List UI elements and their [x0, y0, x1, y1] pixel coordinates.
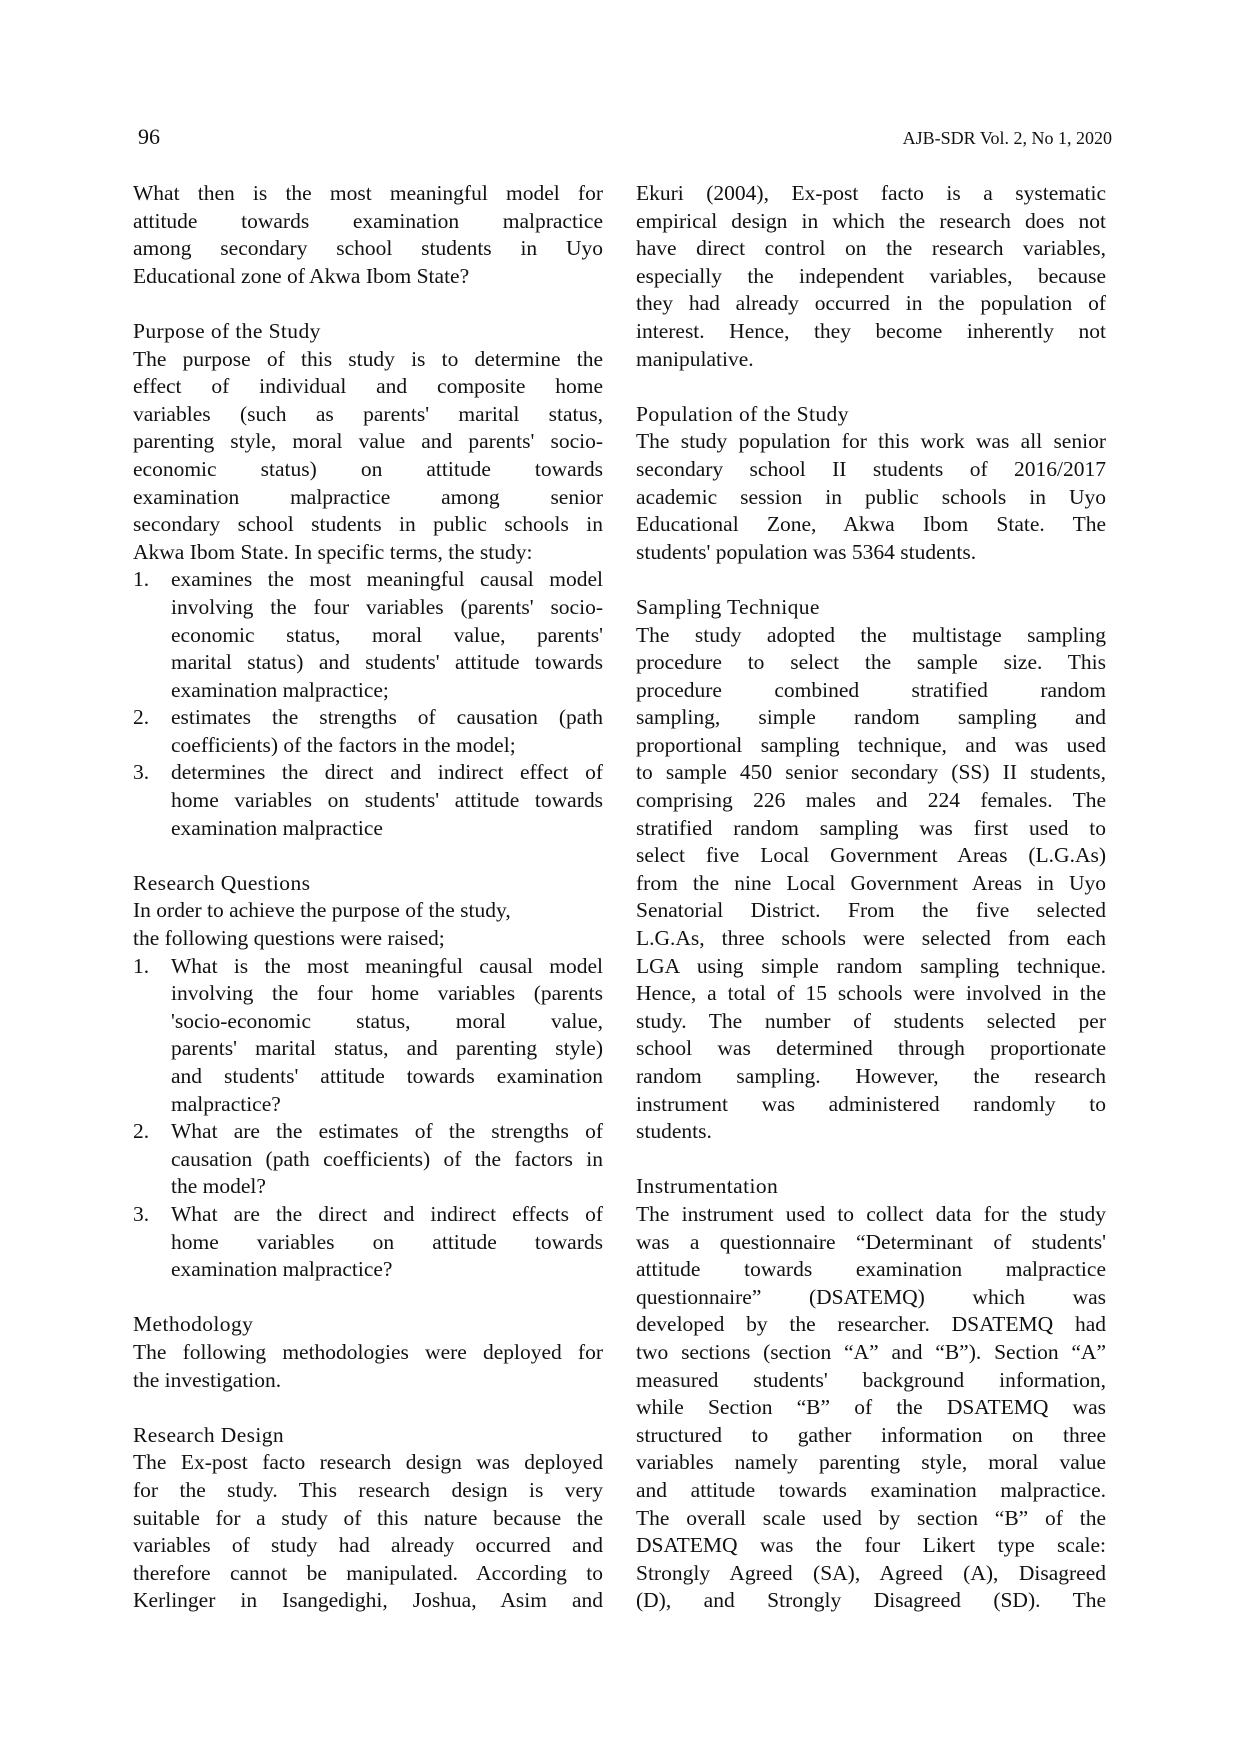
text-line: variables (such as parents' marital status, [133, 401, 603, 426]
list-item [133, 759, 603, 842]
text-line: interest. Hence, they become inherently not [636, 318, 1106, 343]
text-line: coefficients) of the factors in the model; [171, 732, 516, 757]
text-line: structured to gather information on three [636, 1422, 1106, 1447]
text-line: students' population was 5364 students. [636, 539, 977, 564]
text-line: (D), and Strongly Disagreed (SD). The [636, 1588, 1106, 1613]
section-heading: Instrumentation [636, 1174, 779, 1199]
text-line: suitable for a study of this nature because the [133, 1505, 603, 1530]
text-line: effect of individual and composite home [133, 374, 603, 399]
text-line: The overall scale used by section “B” of the [636, 1505, 1106, 1530]
spacer [636, 373, 1106, 401]
section-heading: Sampling Technique [636, 594, 820, 619]
spacer [133, 290, 603, 318]
text-line: What are the estimates of the strengths of [171, 1119, 603, 1144]
text-line: especially the independent variables, because [636, 263, 1106, 288]
text-line: The Ex-post facto research design was deployed [133, 1450, 603, 1475]
section-research-design [133, 1422, 603, 1615]
text-line: secondary school II students of 2016/2017 [636, 456, 1106, 481]
text-line: therefore cannot be manipulated. According to [133, 1560, 603, 1585]
intro-question [133, 180, 603, 290]
text-line: among secondary school students in Uyo [133, 236, 603, 261]
text-line: examination malpractice [171, 815, 383, 840]
list-number: 1. [133, 567, 150, 592]
text-line: two sections (section “A” and “B”). Section “A” [636, 1339, 1106, 1364]
text-line: while Section “B” of the DSATEMQ was [636, 1395, 1106, 1420]
text-line: In order to achieve the purpose of the study, [133, 898, 511, 923]
text-line: L.G.As, three schools were selected from each [636, 926, 1106, 951]
list-number: 1. [133, 953, 150, 978]
spacer [636, 566, 1106, 594]
text-line: students. [636, 1119, 712, 1144]
text-line: for the study. This research design is very [133, 1477, 603, 1502]
text-line: determines the direct and indirect effect of [171, 760, 603, 785]
text-line: study. The number of students selected per [636, 1008, 1106, 1033]
journal-citation: AJB-SDR Vol. 2, No 1, 2020 [902, 128, 1112, 148]
text-line: malpractice? [171, 1091, 281, 1116]
text-line: involving the four home variables (parents [171, 981, 603, 1006]
text-line: The study adopted the multistage sampling [636, 622, 1106, 647]
text-line: instrument was administered randomly to [636, 1091, 1106, 1116]
text-line: select five Local Government Areas (L.G.As) [636, 843, 1106, 868]
left-column [133, 180, 603, 1615]
text-line: Educational Zone, Akwa Ibom State. The [636, 512, 1106, 537]
section-heading: Methodology [133, 1312, 254, 1337]
section-heading: Purpose of the Study [133, 318, 321, 343]
list-number: 3. [133, 760, 150, 785]
list-item [133, 566, 603, 704]
text-line: examination malpractice among senior [133, 484, 603, 509]
page-number: 96 [138, 124, 160, 149]
text-line: random sampling. However, the research [636, 1064, 1106, 1088]
list-item [133, 704, 603, 759]
section-sampling [636, 594, 1106, 1146]
text-line: the model? [171, 1174, 266, 1199]
section-heading: Research Questions [133, 870, 311, 895]
section-instrumentation [636, 1173, 1106, 1615]
text-line: sampling, simple random sampling and [636, 705, 1106, 730]
text-line: school was determined through proportionate [636, 1036, 1106, 1061]
text-line: Hence, a total of 15 schools were involved in the [636, 981, 1106, 1006]
text-line: home variables on students' attitude towards [171, 788, 603, 813]
text-line: from the nine Local Government Areas in Uyo [636, 870, 1106, 895]
text-line: variables of study had already occurred and [133, 1533, 603, 1558]
spacer [133, 1284, 603, 1312]
text-line: secondary school students in public schools in [133, 512, 603, 537]
text-line: empirical design in which the research does not [636, 208, 1106, 233]
section-heading: Population of the Study [636, 401, 849, 426]
text-line: The study population for this work was all senior [636, 429, 1106, 454]
text-line: and students' attitude towards examination [171, 1064, 603, 1088]
list-item [133, 953, 603, 1119]
text-line: marital status) and students' attitude towards [171, 650, 603, 675]
text-line: The following methodologies were deployed for [133, 1339, 603, 1364]
right-column [636, 180, 1106, 1615]
section-population [636, 401, 1106, 567]
text-line: procedure combined stratified random [636, 677, 1106, 702]
section-methodology [133, 1311, 603, 1394]
text-line: parenting style, moral value and parents' socio- [133, 429, 603, 454]
text-line: Akwa Ibom State. In specific terms, the study: [133, 539, 533, 564]
text-line: examination malpractice; [171, 677, 389, 702]
spacer [133, 1394, 603, 1422]
text-line: stratified random sampling was first used to [636, 815, 1106, 840]
text-line: The instrument used to collect data for the study [636, 1201, 1106, 1226]
text-line: academic session in public schools in Uyo [636, 484, 1106, 509]
text-line: economic status) on attitude towards [133, 456, 603, 481]
list-number: 2. [133, 1119, 150, 1144]
text-line: to sample 450 senior secondary (SS) II students, [636, 760, 1106, 785]
text-line: home variables on attitude towards [171, 1229, 603, 1254]
text-line: Senatorial District. From the five selected [636, 898, 1106, 923]
text-line: the following questions were raised; [133, 926, 445, 951]
text-line: have direct control on the research variables, [636, 236, 1106, 261]
spacer [636, 1146, 1106, 1174]
text-line: they had already occurred in the population of [636, 291, 1106, 316]
text-line: developed by the researcher. DSATEMQ had [636, 1312, 1106, 1337]
text-line: causation (path coefficients) of the factors in [171, 1146, 603, 1171]
section-purpose [133, 318, 603, 842]
text-line: DSATEMQ was the four Likert type scale: [636, 1533, 1106, 1558]
text-line: What then is the most meaningful model for [133, 181, 603, 205]
text-line: the investigation. [133, 1367, 282, 1392]
text-line: involving the four variables (parents' socio- [171, 594, 603, 619]
text-line: variables namely parenting style, moral value [636, 1450, 1106, 1475]
text-line: attitude towards examination malpractice [636, 1257, 1106, 1282]
text-line: economic status, moral value, parents' [171, 622, 603, 647]
text-line: Strongly Agreed (SA), Agreed (A), Disagreed [636, 1560, 1106, 1585]
section-research-questions [133, 870, 603, 1284]
text-line: manipulative. [636, 346, 754, 371]
list-item [133, 1201, 603, 1284]
text-line: Educational zone of Akwa Ibom State? [133, 263, 470, 288]
text-line: 'socio-economic status, moral value, [171, 1008, 603, 1033]
text-line: What are the direct and indirect effects of [171, 1201, 603, 1226]
text-line: comprising 226 males and 224 females. The [636, 788, 1106, 813]
text-line: proportional sampling technique, and was used [636, 732, 1106, 757]
section-heading: Research Design [133, 1422, 285, 1447]
text-line: estimates the strengths of causation (path [171, 705, 603, 730]
text-line: examines the most meaningful causal model [171, 567, 603, 592]
spacer [133, 842, 603, 870]
text-line: parents' marital status, and parenting style) [171, 1036, 603, 1061]
text-line: The purpose of this study is to determine the [133, 346, 603, 371]
text-line: Ekuri (2004), Ex-post facto is a systematic [636, 181, 1106, 205]
text-line: examination malpractice? [171, 1257, 393, 1282]
text-line: questionnaire” (DSATEMQ) which was [636, 1284, 1106, 1309]
text-line: Kerlinger in Isangedighi, Joshua, Asim and [133, 1588, 603, 1613]
text-line: LGA using simple random sampling technique. [636, 953, 1106, 978]
text-line: attitude towards examination malpractice [133, 208, 603, 233]
text-line: procedure to select the sample size. This [636, 650, 1106, 675]
list-number: 3. [133, 1201, 150, 1226]
list-number: 2. [133, 705, 150, 730]
text-line: What is the most meaningful causal model [171, 953, 603, 978]
text-line: measured students' background information, [636, 1367, 1106, 1392]
text-line: was a questionnaire “Determinant of students' [636, 1229, 1106, 1254]
list-item [133, 1118, 603, 1201]
text-line: and attitude towards examination malpractice. [636, 1477, 1106, 1502]
research-design-continued [636, 180, 1106, 373]
